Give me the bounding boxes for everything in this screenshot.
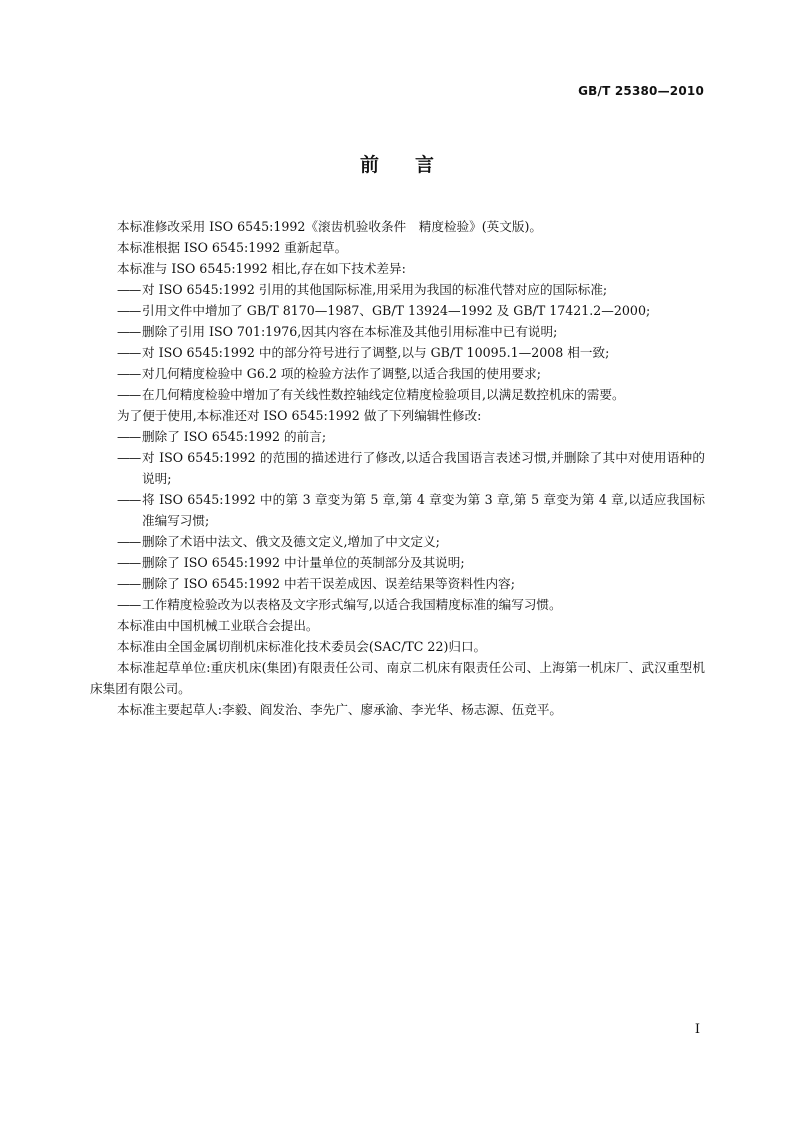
- list-item: [90, 363, 705, 384]
- dash-bullet: ——: [117, 366, 141, 381]
- list-item: [90, 279, 705, 300]
- dash-bullet: ——: [117, 576, 141, 591]
- list-item-text: 在几何精度检验中增加了有关线性数控轴线定位精度检验项目,以满足数控机床的需要。: [142, 387, 625, 402]
- page-number: I: [694, 1022, 700, 1037]
- paragraph: 本标准与 ISO 6545:1992 相比,存在如下技术差异:: [117, 261, 406, 276]
- list-item-text: 删除了 ISO 6545:1992 的前言;: [142, 429, 327, 444]
- list-item: [90, 342, 705, 363]
- page-title: 前言: [359, 154, 470, 176]
- dash-bullet: ——: [117, 303, 141, 318]
- dash-bullet: ——: [117, 534, 141, 549]
- list-item-text: 删除了术语中法文、俄文及德文定义,增加了中文定义;: [142, 534, 440, 549]
- list-item-text: 删除了引用 ISO 701:1976,因其内容在本标准及其他引用标准中已有说明;: [142, 324, 558, 339]
- dash-bullet: ——: [117, 597, 141, 612]
- paragraph: 为了便于使用,本标准还对 ISO 6545:1992 做了下列编辑性修改:: [117, 408, 482, 423]
- list-item-text: 对几何精度检验中 G6.2 项的检验方法作了调整,以适合我国的使用要求;: [142, 366, 541, 381]
- dash-bullet: ——: [117, 492, 141, 507]
- list-item: [90, 594, 705, 615]
- list-item: [90, 447, 705, 489]
- dash-bullet: ——: [117, 450, 141, 465]
- dash-bullet: ——: [117, 324, 141, 339]
- list-item-text: 删除了 ISO 6545:1992 中若干误差成因、误差结果等资料性内容;: [142, 576, 515, 591]
- list-item: [90, 531, 705, 552]
- list-item: [90, 573, 705, 594]
- list-item-text: 引用文件中增加了 GB/T 8170—1987、GB/T 13924—1992 及 GB/T 17421.2—2000;: [142, 303, 651, 318]
- paragraph: 本标准根据 ISO 6545:1992 重新起草。: [117, 240, 348, 255]
- list-item: [90, 489, 705, 531]
- list-item-text: 对 ISO 6545:1992 中的部分符号进行了调整,以与 GB/T 10095.1—2008 相一致;: [142, 345, 610, 360]
- dash-bullet: ——: [117, 387, 141, 402]
- dash-bullet: ——: [117, 555, 141, 570]
- dash-bullet: ——: [117, 429, 141, 444]
- dash-bullet: ——: [117, 282, 141, 297]
- list-item: [90, 384, 705, 405]
- list-item: [90, 321, 705, 342]
- list-item: [90, 426, 705, 447]
- list-item-text: 对 ISO 6545:1992 引用的其他国际标准,用采用为我国的标准代替对应的国际标准;: [142, 282, 608, 297]
- paragraph: 本标准主要起草人:李毅、阎发治、李先广、廖承渝、李光华、杨志源、伍竞平。: [117, 702, 563, 717]
- list-item-text: 对 ISO 6545:1992 的范围的描述进行了修改,以适合我国语言表述习惯,并删除了其中对使用语种的说明;: [142, 450, 705, 486]
- dash-bullet: ——: [117, 345, 141, 360]
- standard-code: GB/T 25380—2010: [578, 84, 704, 98]
- list-item-text: 删除了 ISO 6545:1992 中计量单位的英制部分及其说明;: [142, 555, 465, 570]
- paragraph: 本标准由中国机械工业联合会提出。: [117, 618, 319, 633]
- paragraph: 本标准起草单位:重庆机床(集团)有限责任公司、南京二机床有限责任公司、上海第一机床厂、武汉重型机床集团有限公司。: [90, 660, 705, 696]
- list-item: [90, 552, 705, 573]
- foreword-body: [90, 216, 705, 720]
- paragraph: 本标准修改采用 ISO 6545:1992《滚齿机验收条件 精度检验》(英文版)。: [117, 219, 542, 234]
- list-item-text: 工作精度检验改为以表格及文字形式编写,以适合我国精度标准的编写习惯。: [142, 597, 562, 612]
- list-item: [90, 300, 705, 321]
- list-item-text: 将 ISO 6545:1992 中的第 3 章变为第 5 章,第 4 章变为第 3 章,第 5 章变为第 4 章,以适应我国标准编写习惯;: [142, 492, 705, 528]
- paragraph: 本标准由全国金属切削机床标准化技术委员会(SAC/TC 22)归口。: [117, 639, 487, 654]
